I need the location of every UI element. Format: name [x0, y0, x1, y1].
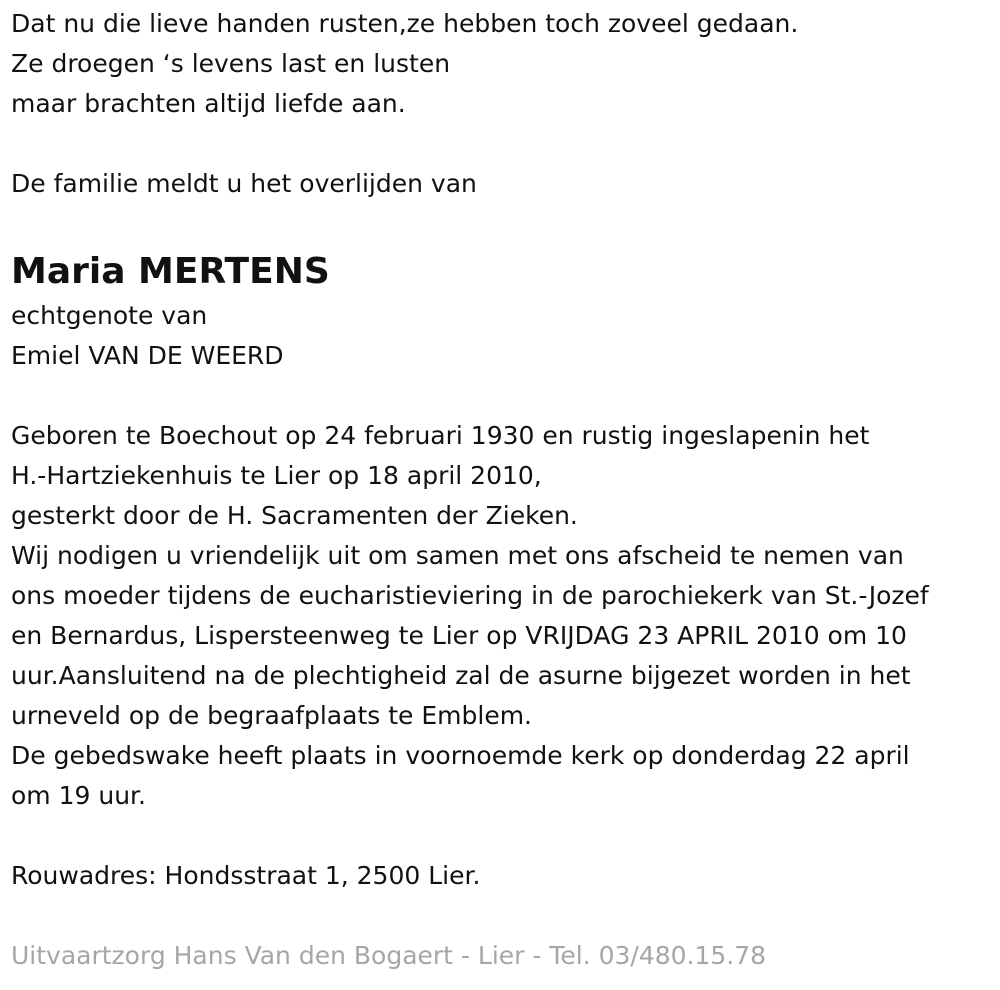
- body-line: ons moeder tijdens de eucharistieviering in de parochiekerk van St.-Jozef: [11, 581, 929, 610]
- announcement-text: De familie meldt u het overlijden van: [11, 169, 477, 198]
- poem: [11, 4, 996, 124]
- funeral-director-footer: Uitvaartzorg Hans Van den Bogaert - Lier - Tel. 03/480.15.78: [11, 941, 767, 970]
- body-line: urneveld op de begraafplaats te Emblem.: [11, 701, 532, 730]
- relation-text: echtgenote van: [11, 301, 208, 330]
- body-line: H.-Hartziekenhuis te Lier op 18 april 2010,: [11, 461, 542, 490]
- spacer: [11, 816, 996, 856]
- spacer: [11, 204, 996, 244]
- body-line: Geboren te Boechout op 24 februari 1930 en rustig ingeslapenin het: [11, 421, 870, 450]
- body-line: om 19 uur.: [11, 781, 146, 810]
- spacer: [11, 896, 996, 936]
- death-notice: [11, 4, 996, 976]
- spacer: [11, 124, 996, 164]
- mourning-address: Rouwadres: Hondsstraat 1, 2500 Lier.: [11, 861, 481, 890]
- body-line: gesterkt door de H. Sacramenten der Zieken.: [11, 501, 578, 530]
- body-line: uur.Aansluitend na de plechtigheid zal de asurne bijgezet worden in het: [11, 661, 911, 690]
- notice-body: [11, 416, 996, 816]
- body-line: De gebedswake heeft plaats in voornoemde kerk op donderdag 22 april: [11, 741, 910, 770]
- spouse-name: Emiel VAN DE WEERD: [11, 341, 284, 370]
- poem-line: Ze droegen ‘s levens last en lusten: [11, 49, 451, 78]
- spacer: [11, 376, 996, 416]
- body-line: en Bernardus, Lispersteenweg te Lier op VRIJDAG 23 APRIL 2010 om 10: [11, 621, 907, 650]
- body-line: Wij nodigen u vriendelijk uit om samen met ons afscheid te nemen van: [11, 541, 904, 570]
- poem-line: maar brachten altijd liefde aan.: [11, 89, 406, 118]
- deceased-name: Maria MERTENS: [11, 251, 330, 292]
- poem-line: Dat nu die lieve handen rusten,ze hebben toch zoveel gedaan.: [11, 9, 799, 38]
